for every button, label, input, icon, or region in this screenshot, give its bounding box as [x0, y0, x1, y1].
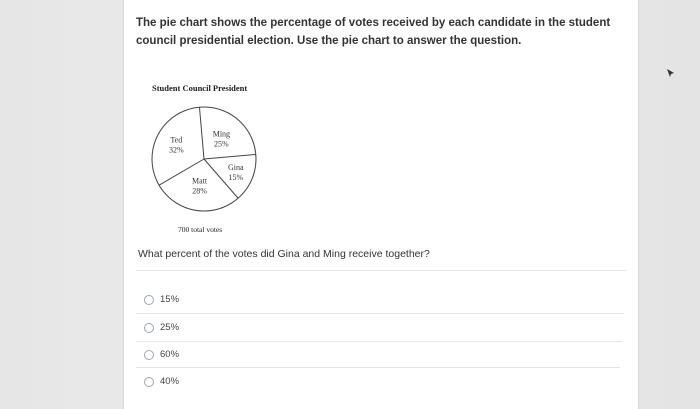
option-40[interactable] — [144, 376, 179, 387]
divider — [136, 313, 624, 314]
question-card — [123, 0, 639, 409]
sub-question: What percent of the votes did Gina and Ming receive together? — [138, 248, 430, 260]
option-15[interactable] — [144, 294, 179, 305]
divider — [136, 270, 626, 271]
option-60[interactable] — [144, 349, 179, 360]
pie-label-name-ming: Ming — [212, 129, 231, 139]
divider — [136, 341, 622, 342]
question-prompt: The pie chart shows the percentage of votes received by each candidate in the student council presidential election. Use the pie chart to answer the question. — [136, 17, 611, 47]
pie-label-value-gina: 15% — [228, 172, 244, 182]
pie-label-name-ted: Ted — [170, 135, 183, 145]
option-label: 15% — [160, 294, 180, 305]
pie-chart-svg — [142, 95, 282, 225]
mouse-cursor-icon — [667, 69, 675, 77]
option-label: 40% — [160, 376, 180, 387]
pie-chart — [142, 95, 282, 225]
radio-button[interactable] — [144, 377, 154, 387]
total-votes-note: 700 total votes — [178, 225, 223, 234]
chart-title: Student Council President — [152, 83, 248, 93]
radio-button[interactable] — [144, 350, 154, 360]
pie-label-name-matt: Matt — [192, 176, 208, 186]
option-label: 60% — [160, 349, 180, 360]
option-label: 25% — [160, 322, 180, 333]
divider — [136, 367, 620, 368]
pie-label-value-ted: 32% — [168, 145, 184, 155]
pie-label-value-matt: 28% — [192, 186, 207, 196]
radio-button[interactable] — [144, 295, 154, 305]
pie-label-name-gina: Gina — [228, 162, 244, 172]
radio-button[interactable] — [144, 323, 154, 333]
pie-label-value-ming: 25% — [214, 139, 229, 149]
option-25[interactable] — [144, 322, 179, 333]
